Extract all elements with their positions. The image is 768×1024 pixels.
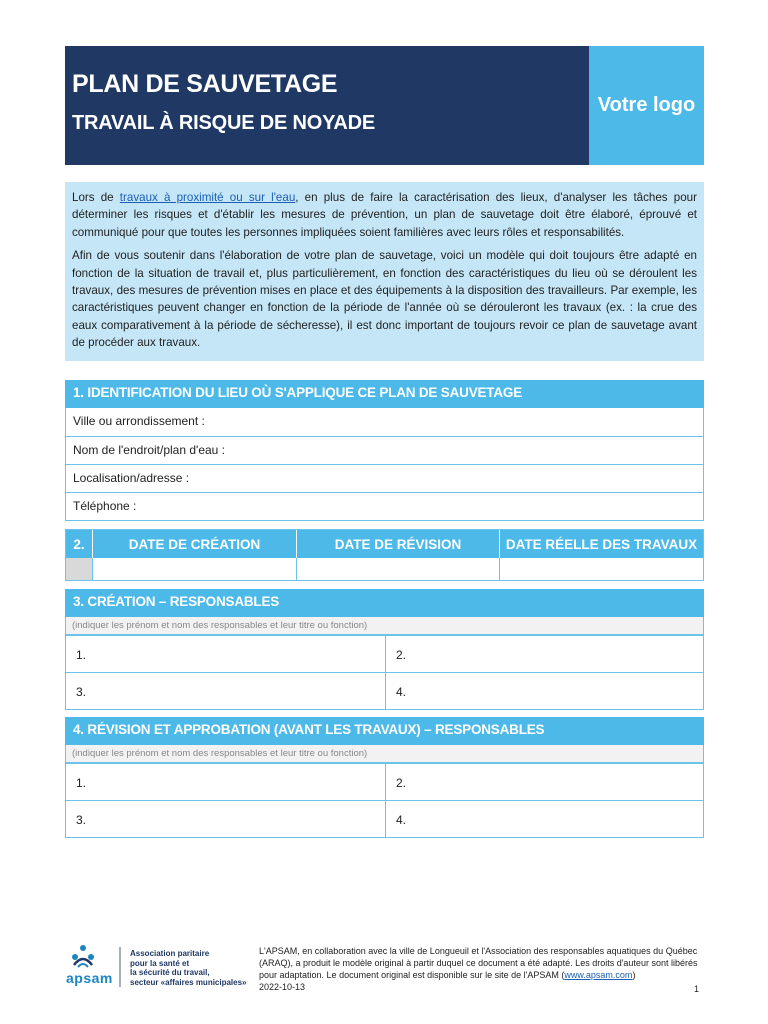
responsible-slot-1[interactable]: 1. <box>76 648 87 662</box>
org-line: secteur «affaires municipales» <box>130 977 247 987</box>
creation-date-cell[interactable] <box>93 558 297 580</box>
dates-input-row <box>66 558 703 580</box>
approver-slot-2[interactable]: 2. <box>385 764 703 800</box>
apsam-site-link[interactable]: www.apsam.com <box>564 970 633 980</box>
section4-table <box>65 745 704 838</box>
field-place-name[interactable]: Nom de l'endroit/plan d'eau : <box>66 436 703 464</box>
logo-placeholder <box>589 46 704 165</box>
dates-spacer-cell <box>66 558 93 580</box>
table-row <box>66 763 703 800</box>
intro-text: Lors de <box>72 191 120 204</box>
section4-header: 4. RÉVISION ET APPROBATION (AVANT LES TRAVAUX) – RESPONSABLES <box>65 717 704 745</box>
approver-slot-1[interactable]: 1. <box>76 776 87 790</box>
footer-date: 2022-10-13 <box>259 982 306 992</box>
field-address[interactable]: Localisation/adresse : <box>66 464 703 492</box>
section1-header: 1. IDENTIFICATION DU LIEU OÙ S'APPLIQUE CE PLAN DE SAUVETAGE <box>65 380 704 408</box>
intro-paragraph-2: Afin de vous soutenir dans l'élaboration de votre plan de sauvetage, voici un modèle qui doit toujours être adapté en fonction de la situation de travail et, plus particulièrement, en fonction des caractéristiques du lieu où se déroulent les travaux, des mesures de prévention mises en place et des équipements à la disposition des travailleurs. Par exemple, les caractéristiques peuvent changer en fonction de la période de l'année où se dérouleront les travaux (ex. : la crue des eaux comparativement à la période de sécheresse), il est donc important de toujours revoir ce plan de sauvetage avant de procéder aux travaux. <box>72 249 697 350</box>
responsible-slot-2[interactable]: 2. <box>385 636 703 672</box>
page-number: 1 <box>694 984 700 994</box>
field-city[interactable]: Ville ou arrondissement : <box>73 414 205 428</box>
approver-slot-3[interactable]: 3. <box>76 813 87 827</box>
section4-hint: (indiquer les prénom et nom des responsables et leur titre ou fonction) <box>66 745 703 763</box>
section3-table <box>65 617 704 710</box>
footer-notice <box>259 945 699 993</box>
work-date-cell[interactable] <box>500 558 703 580</box>
revision-date-cell[interactable] <box>297 558 500 580</box>
page-subtitle: TRAVAIL À RISQUE DE NOYADE <box>72 112 375 134</box>
title-block <box>65 46 589 165</box>
footer-text: L'APSAM, en collaboration avec la ville de Longueuil et l'Association des responsables aquatiques du Québec (ARAQ), a produit le modèle original à partir duquel ce document a été adapté. Les droits d'auteur sont libérés pour adaptation. Le document original est disponible sur le site de l'APSAM ( <box>259 946 698 980</box>
intro-box <box>65 182 704 361</box>
table-row <box>66 800 703 837</box>
dates-table <box>65 529 704 581</box>
responsible-slot-3[interactable]: 3. <box>76 685 87 699</box>
table-row <box>66 672 703 709</box>
field-phone[interactable]: Téléphone : <box>66 492 703 520</box>
page-header <box>65 46 704 165</box>
intro-paragraph-1 <box>72 189 697 241</box>
intro-text: , en plus de faire la caractérisation des lieux, d'analyser les tâches pour déterminer les risques et d'établir les mesures de prévention, un plan de sauvetage doit être élaboré, éprouvé et communiqué pour que toutes les personnes impliquées soient familières avec leurs rôles et responsabilités. <box>72 191 697 239</box>
apsam-wordmark: apsam <box>66 970 113 986</box>
section3-header: 3. CRÉATION – RESPONSABLES <box>65 589 704 617</box>
logo-placeholder-text: Votre logo <box>597 94 696 116</box>
col-revision-date: DATE DE RÉVISION <box>297 530 500 558</box>
org-line: Association paritaire <box>130 949 210 958</box>
section2-number: 2. <box>66 530 93 558</box>
col-creation-date: DATE DE CRÉATION <box>93 530 297 558</box>
org-line: pour la santé et <box>130 958 190 968</box>
section1-fields <box>65 408 704 521</box>
section3-hint: (indiquer les prénom et nom des responsables et leur titre ou fonction) <box>66 617 703 635</box>
page-title: PLAN DE SAUVETAGE <box>72 70 338 98</box>
col-work-date: DATE RÉELLE DES TRAVAUX <box>505 536 698 552</box>
footer-text: ) <box>632 970 636 980</box>
table-row <box>66 635 703 672</box>
responsible-slot-4[interactable]: 4. <box>385 673 703 709</box>
water-work-link[interactable]: travaux à proximité ou sur l'eau <box>119 191 296 204</box>
org-line: la sécurité du travail, <box>130 968 210 977</box>
org-name <box>130 949 247 987</box>
approver-slot-4[interactable]: 4. <box>385 801 703 837</box>
dates-header-row <box>66 530 703 558</box>
